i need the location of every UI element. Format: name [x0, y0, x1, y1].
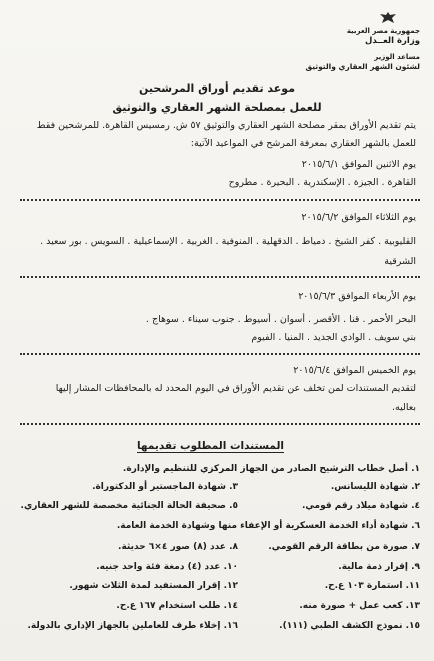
schedule-day-2-governorates-1: القليوبية . كفر الشيخ . دمياط . الدقهلية . المنوفية . الغربية . الإسماعيلية . السويس . بور سعيد . — [40, 236, 416, 247]
document-item-13: ١٣. كعب عمل + صورة منه. — [299, 601, 420, 611]
intro-paragraph: يتم تقديم الأوراق بمقر مصلحة الشهر العقاري والتوثيق ٥٧ ش. رمسيس القاهرة. للمرشحين فقط للعمل بالشهر العقاري بمعرفة المرشح في المواعيد الآتية: — [36, 120, 416, 149]
schedule-day-3-governorates-2: بني سويف . الوادي الجديد . المنيا . الفيوم — [251, 332, 416, 343]
separator-3 — [20, 353, 420, 355]
document-item-16: ١٦. إخلاء طرف للعاملين بالجهاز الإداري بالدولة. — [27, 621, 238, 631]
separator-2 — [20, 276, 420, 278]
header-assistant: مساعد الوزير — [374, 53, 420, 61]
schedule-day-3: يوم الأربعاء الموافق ٢٠١٥/٦/٣ — [298, 291, 416, 302]
eagle-emblem-icon — [378, 10, 398, 26]
separator-1 — [20, 199, 420, 201]
page-subtitle: للعمل بمصلحة الشهر العقاري والتوثيق — [112, 101, 322, 114]
header-sector: لشئون الشهر العقاري والتوثيق — [305, 62, 420, 71]
document-item-9: ٩. إقرار ذمة مالية. — [338, 562, 420, 572]
schedule-day-2: يوم الثلاثاء الموافق ٢٠١٥/٦/٢ — [301, 212, 416, 223]
document-item-8: ٨. عدد (٨) صور ٤×٦ حديثة. — [118, 542, 238, 552]
header-country: جمهورية مصر العربية — [346, 27, 420, 35]
document-item-5: ٥. صحيفة الحالة الجنائية مخصصة للشهر العقاري. — [20, 501, 238, 511]
document-item-4: ٤. شهادة ميلاد رقم قومي. — [301, 501, 420, 511]
schedule-day-1-governorates: القاهرة . الجيزة . الإسكندرية . البحيرة . مطروح — [228, 177, 416, 188]
document-item-1: ١. أصل خطاب الترشيح الصادر من الجهاز المركزي للتنظيم والإدارة. — [122, 464, 420, 474]
document-item-15: ١٥. نموذج الكشف الطبي (١١١). — [279, 621, 420, 631]
separator-4 — [20, 423, 420, 425]
document-item-2: ٢. شهادة الليسانس. — [330, 482, 420, 492]
page-title: موعد تقديم أوراق المرشحين — [138, 82, 296, 95]
document-item-10: ١٠. عدد (٤) دمغة فئة واحد جنيه. — [96, 562, 238, 572]
schedule-day-1: يوم الاثنين الموافق ٢٠١٥/٦/١ — [301, 159, 416, 170]
document-item-14: ١٤. طلب استخدام ١٦٧ ع.ح. — [116, 601, 238, 611]
schedule-day-4: يوم الخميس الموافق ٢٠١٥/٦/٤ — [293, 365, 416, 376]
document-item-12: ١٢. إقرار المستفيد لمدة الثلاث شهور. — [69, 581, 238, 591]
document-item-3: ٣. شهادة الماجستير أو الدكتوراة. — [92, 482, 238, 492]
schedule-day-2-governorates-2: الشرقية — [384, 256, 416, 267]
schedule-day-3-governorates-1: البحر الأحمر . قنا . الأقصر . أسوان . أسيوط . جنوب سيناء . سوهاج . — [145, 314, 416, 325]
schedule-day-4-note-2: بعاليه. — [392, 402, 416, 413]
document-item-11: ١١. استمارة ١٠٣ ع.ح. — [324, 581, 420, 591]
schedule-day-4-note-1: لتقديم المستندات لمن تخلف عن تقديم الأوراق في اليوم المحدد له بالمحافظات المشار إليها — [55, 383, 416, 394]
documents-title: المستندات المطلوب تقديمها — [136, 440, 284, 452]
document-item-6: ٦. شهادة أداء الخدمة العسكرية أو الإعفاء منها وشهادة الخدمة العامة. — [116, 521, 420, 531]
document-item-7: ٧. صورة من بطاقة الرقم القومي. — [268, 542, 420, 552]
header-ministry: وزارة العــدل — [365, 36, 420, 46]
